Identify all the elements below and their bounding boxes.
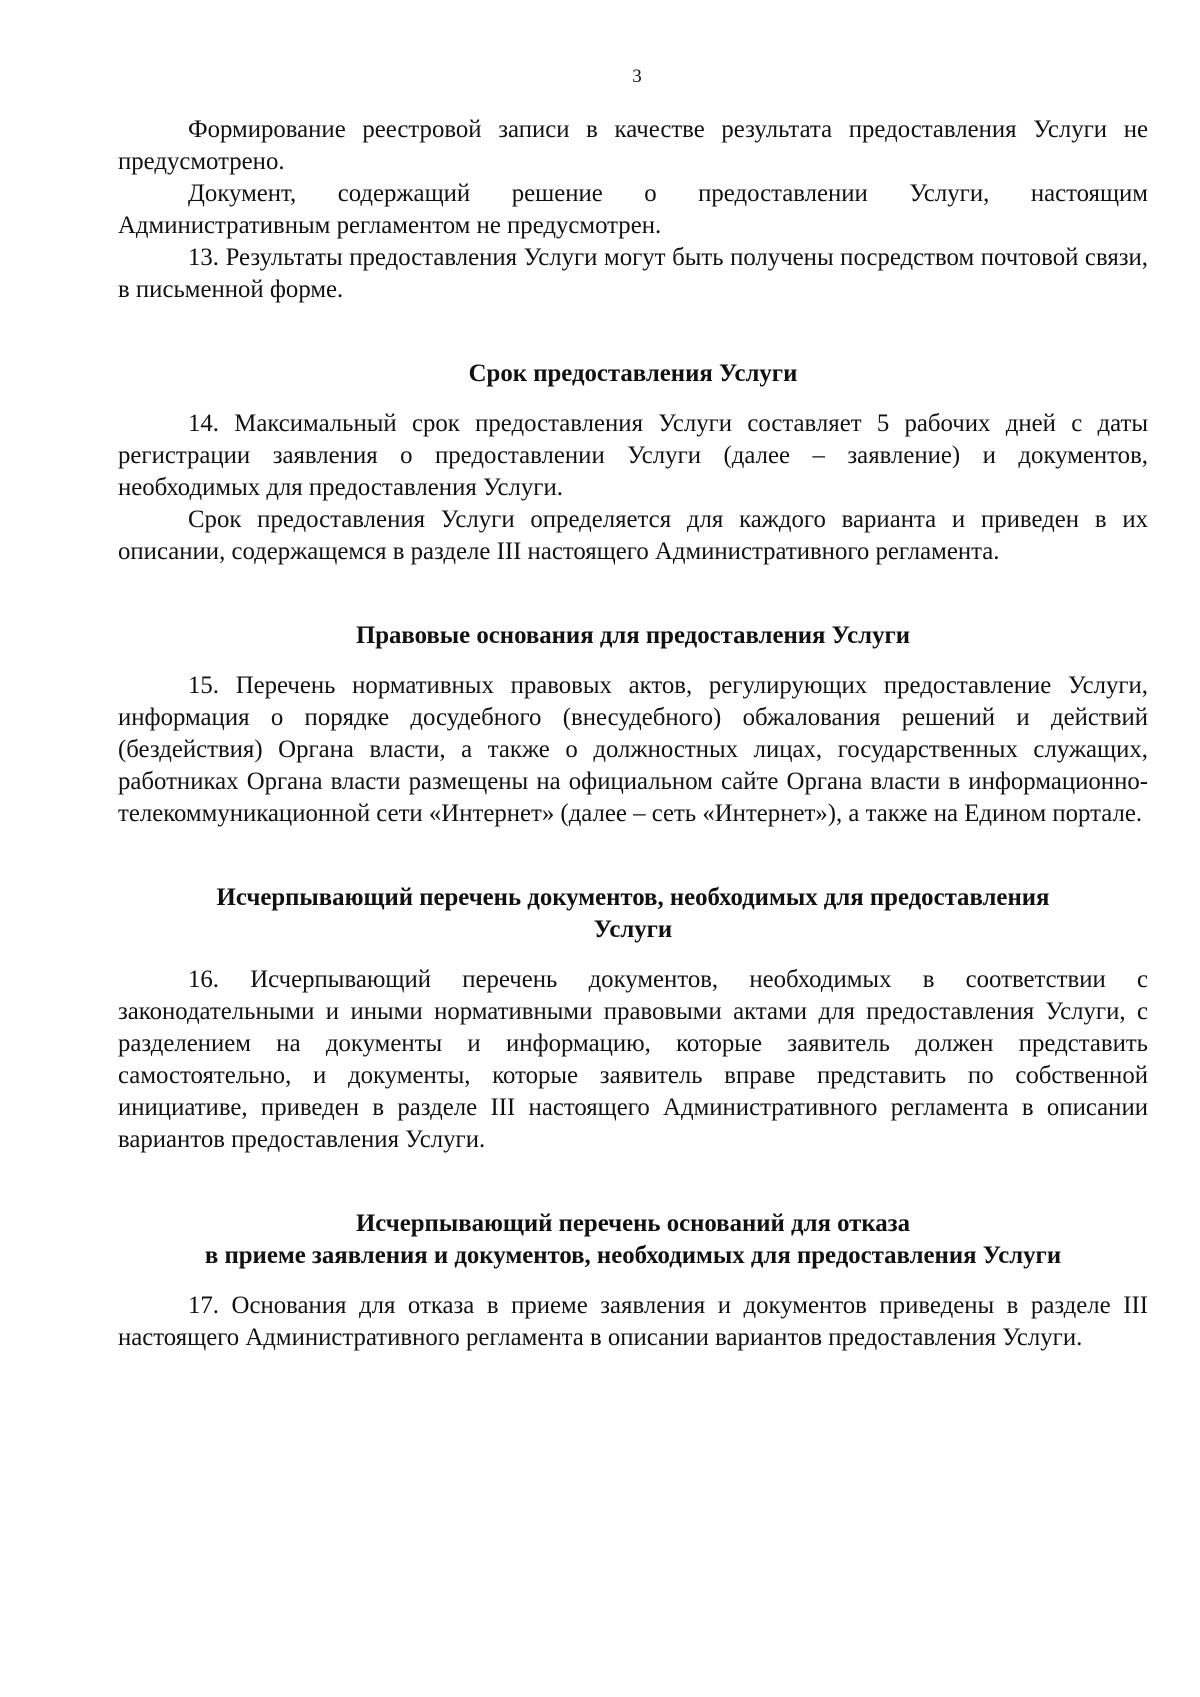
document-page — [118, 66, 1148, 1354]
paragraph-17: 17. Основания для отказа в приеме заявления и документов приведены в разделе III настоящего Административного регламента в описании вариантов предоставления Услуги. — [118, 1292, 1148, 1351]
paragraph-14: 14. Максимальный срок предоставления Услуги составляет 5 рабочих дней с даты регистрации заявления о предоставлении Услуги (далее – заявление) и документов, необходимых для предоставления Услуги. — [118, 410, 1148, 501]
intro-paragraph-2: Документ, содержащий решение о предоставлении Услуги, настоящим Административным регламентом не предусмотрен. — [118, 180, 1148, 239]
section-heading-documents-list — [118, 882, 1148, 946]
paragraph-16: 16. Исчерпывающий перечень документов, необходимых в соответствии с законодательными и иными нормативными правовыми актами для предоставления Услуги, с разделением на документы и информацию, которые заявитель должен представить самостоятельно, и документы, которые заявитель вправе представить по собственной инициативе, приведен в разделе III настоящего Административного регламента в описании вариантов предоставления Услуги. — [118, 966, 1148, 1153]
section-heading-refusal-grounds — [118, 1208, 1148, 1272]
section-heading-refusal-grounds-line-2: в приеме заявления и документов, необходимых для предоставления Услуги — [204, 1242, 1062, 1269]
intro-paragraph-1: Формирование реестровой записи в качестве результата предоставления Услуги не предусмотрено. — [118, 116, 1148, 175]
section-heading-documents-list-line-2: Услуги — [593, 916, 673, 943]
page-number: 3 — [632, 66, 642, 87]
section-heading-term-line-1: Срок предоставления Услуги — [468, 360, 798, 387]
paragraph-term-variants: Срок предоставления Услуги определяется для каждого варианта и приведен в их описании, содержащемся в разделе III настоящего Административного регламента. — [118, 506, 1148, 565]
section-heading-legal-basis — [118, 620, 1148, 652]
intro-paragraph-3: 13. Результаты предоставления Услуги могут быть получены посредством почтовой связи, в письменной форме. — [118, 244, 1148, 303]
section-heading-legal-basis-line-1: Правовые основания для предоставления Услуги — [355, 622, 911, 649]
paragraph-15: 15. Перечень нормативных правовых актов, регулирующих предоставление Услуги, информация о порядке досудебного (внесудебного) обжалования решений и действий (бездействия) Органа власти, а также о должностных лицах, государственных служащих, работниках Органа власти размещены на официальном сайте Органа власти в информационно-телекоммуникационной сети «Интернет» (далее – сеть «Интернет»), а также на Едином портале. — [118, 672, 1148, 827]
section-heading-documents-list-line-1: Исчерпывающий перечень документов, необходимых для предоставления — [216, 884, 1050, 911]
section-heading-refusal-grounds-line-1: Исчерпывающий перечень оснований для отказа — [355, 1210, 911, 1237]
section-heading-term — [118, 358, 1148, 390]
